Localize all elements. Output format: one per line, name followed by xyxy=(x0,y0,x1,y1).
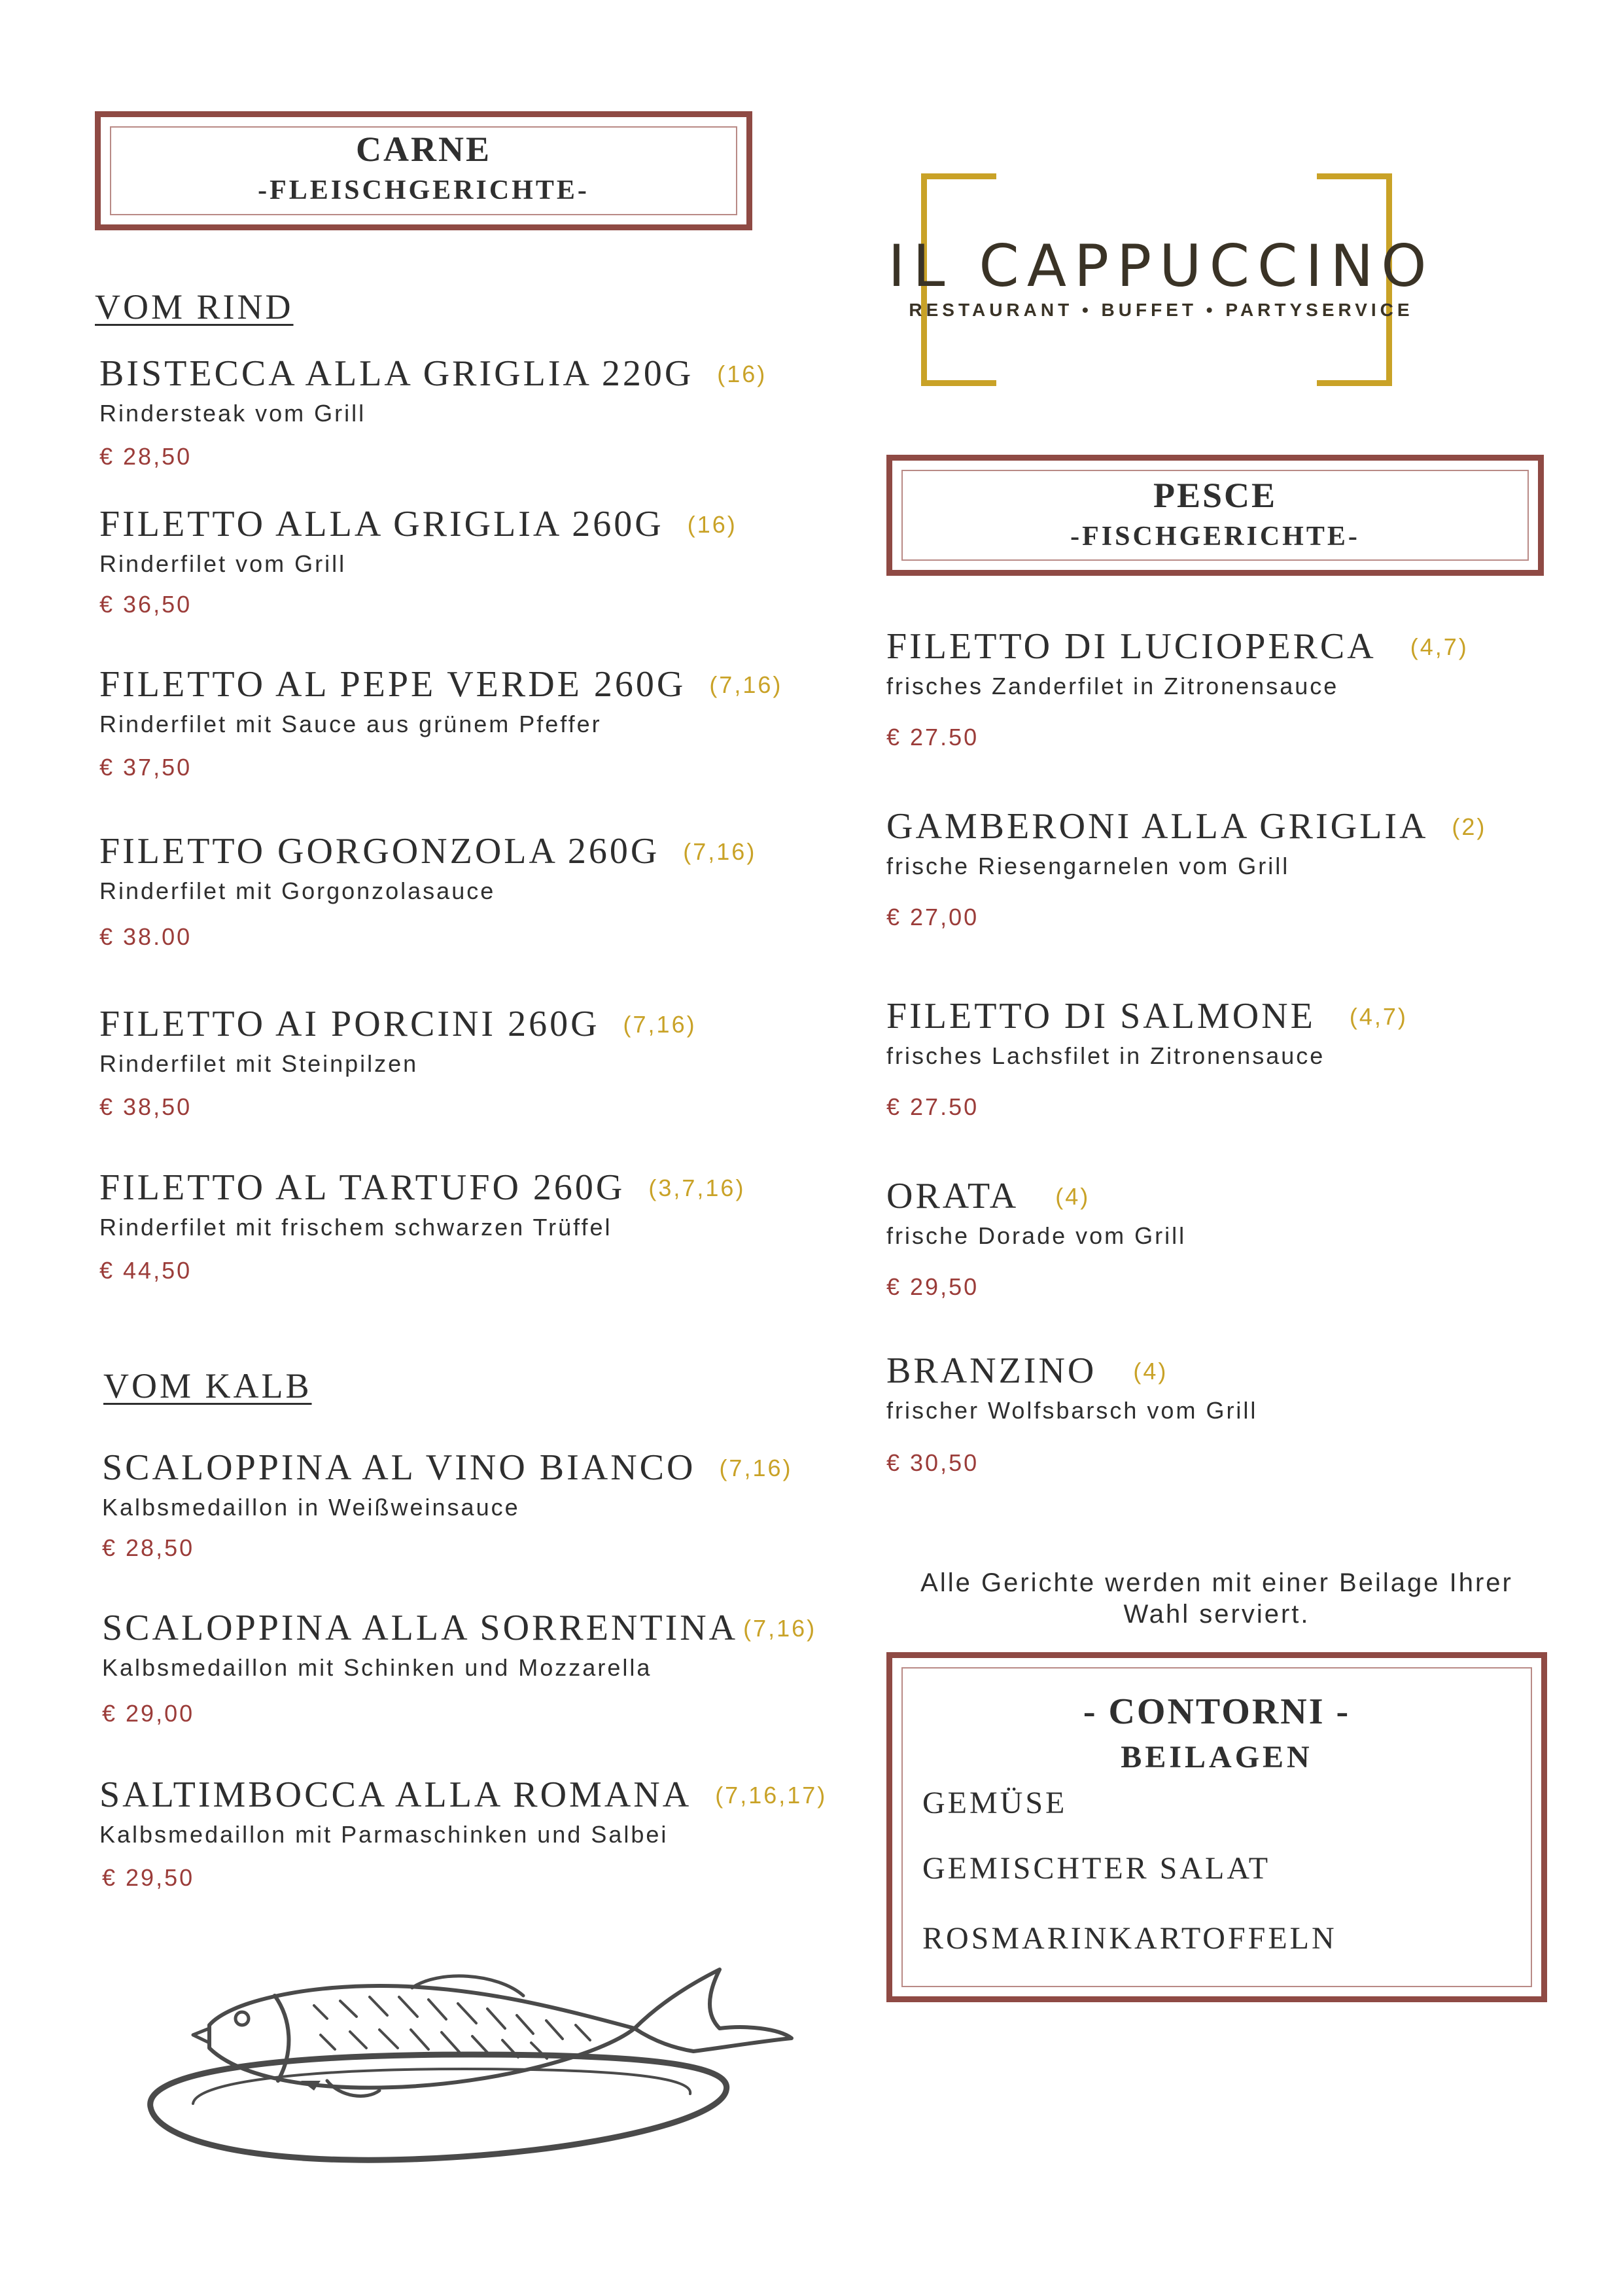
carne-header-box xyxy=(95,111,752,230)
dish-description: frische Riesengarnelen vom Grill xyxy=(886,853,1290,880)
vom-rind-heading: VOM RIND xyxy=(95,287,294,327)
logo-name: IL CAPPUCCINO xyxy=(888,232,1435,300)
dish-price: € 36,50 xyxy=(99,591,192,618)
dish-price: € 37,50 xyxy=(99,754,192,781)
dish-filetto-griglia xyxy=(99,503,852,618)
dish-price: € 29,00 xyxy=(102,1700,195,1727)
dish-name: FILETTO DI LUCIOPERCA xyxy=(886,626,1376,667)
dish-allergens: (4) xyxy=(1133,1358,1168,1385)
dish-name: FILETTO GORGONZOLA 260G xyxy=(99,831,660,872)
dish-scaloppina-vino-bianco xyxy=(102,1446,854,1562)
pesce-title: PESCE xyxy=(1153,476,1278,515)
vom-kalb-heading: VOM KALB xyxy=(103,1366,312,1405)
dish-description: frischer Wolfsbarsch vom Grill xyxy=(886,1397,1258,1424)
dish-allergens: (7,16) xyxy=(719,1455,793,1482)
dish-description: Rinderfilet mit Steinpilzen xyxy=(99,1050,419,1078)
logo-tagline: RESTAURANT • BUFFET • PARTYSERVICE xyxy=(909,300,1414,320)
side-dish-note: Alle Gerichte werden mit einer Beilage Ihrer Wahl serviert. xyxy=(920,1568,1513,1629)
dish-price: € 29,50 xyxy=(886,1273,979,1301)
dish-description: Rinderfilet mit Sauce aus grünem Pfeffer xyxy=(99,711,602,738)
dish-name: FILETTO DI SALMONE xyxy=(886,996,1316,1036)
dish-lucioperca xyxy=(886,625,1623,751)
dish-description: frisches Zanderfilet in Zitronensauce xyxy=(886,673,1339,700)
dish-filetto-pepe-verde xyxy=(99,663,852,781)
dish-allergens: (16) xyxy=(687,511,737,539)
contorni-item: GEMISCHTER SALAT xyxy=(922,1851,1271,1886)
dish-name: SCALOPPINA AL VINO BIANCO xyxy=(102,1447,696,1488)
dish-name: FILETTO AI PORCINI 260G xyxy=(99,1004,600,1044)
dish-name: GAMBERONI ALLA GRIGLIA xyxy=(886,806,1429,847)
contorni-title: - CONTORNI - xyxy=(1083,1691,1351,1732)
dish-name: ORATA xyxy=(886,1176,1019,1216)
dish-price: € 30,50 xyxy=(886,1449,979,1477)
dish-salmone xyxy=(886,995,1623,1121)
dish-gamberoni xyxy=(886,805,1623,931)
dish-allergens: (7,16) xyxy=(623,1011,697,1038)
dish-allergens: (3,7,16) xyxy=(648,1174,746,1202)
carne-title: CARNE xyxy=(355,130,491,169)
dish-allergens: (7,16) xyxy=(709,671,783,699)
dish-description: frisches Lachsfilet in Zitronensauce xyxy=(886,1042,1325,1070)
dish-filetto-tartufo xyxy=(99,1166,852,1284)
dish-description: Rindersteak vom Grill xyxy=(99,400,366,427)
dish-price: € 44,50 xyxy=(99,1257,192,1284)
dish-description: Rinderfilet mit Gorgonzolasauce xyxy=(99,877,496,905)
pesce-header-box xyxy=(886,455,1544,576)
dish-price: € 27,00 xyxy=(886,904,979,931)
dish-allergens: (7,16) xyxy=(683,838,757,866)
dish-allergens: (2) xyxy=(1452,813,1487,841)
dish-branzino xyxy=(886,1349,1623,1477)
dish-name: FILETTO ALLA GRIGLIA 260G xyxy=(99,504,664,544)
dish-name: FILETTO AL TARTUFO 260G xyxy=(99,1167,625,1208)
dish-name: SCALOPPINA ALLA SORRENTINA xyxy=(102,1608,739,1648)
dish-price: € 27.50 xyxy=(886,724,979,751)
dish-price: € 28,50 xyxy=(99,443,192,470)
dish-price: € 38,50 xyxy=(99,1093,192,1121)
pesce-subtitle: -FISCHGERICHTE- xyxy=(1070,521,1360,552)
dish-price: € 29,50 xyxy=(102,1864,195,1892)
carne-subtitle: -FLEISCHGERICHTE- xyxy=(258,175,589,205)
dish-description: Rinderfilet mit frischem schwarzen Trüffel xyxy=(99,1214,612,1241)
dish-allergens: (16) xyxy=(717,361,767,388)
dish-price: € 27.50 xyxy=(886,1093,979,1121)
dish-allergens: (7,16,17) xyxy=(715,1782,828,1809)
dish-filetto-gorgonzola xyxy=(99,830,852,951)
dish-description: Kalbsmedaillon mit Parmaschinken und Salbei xyxy=(99,1821,669,1848)
dish-orata xyxy=(886,1174,1623,1301)
dish-name: BISTECCA ALLA GRIGLIA 220G xyxy=(99,353,694,394)
dish-allergens: (7,16) xyxy=(743,1615,817,1642)
dish-description: Kalbsmedaillon in Weißweinsauce xyxy=(102,1494,520,1521)
dish-description: frische Dorade vom Grill xyxy=(886,1222,1187,1250)
dish-name: SALTIMBOCCA ALLA ROMANA xyxy=(99,1775,692,1815)
dish-allergens: (4,7) xyxy=(1349,1003,1408,1031)
contorni-item: GEMÜSE xyxy=(922,1786,1068,1820)
contorni-item: ROSMARINKARTOFFELN xyxy=(922,1921,1337,1956)
dish-description: Kalbsmedaillon mit Schinken und Mozzarella xyxy=(102,1654,652,1682)
dish-price: € 38.00 xyxy=(99,923,192,951)
dish-bistecca xyxy=(99,352,852,470)
dish-filetto-porcini xyxy=(99,1002,852,1121)
fish-on-plate-icon xyxy=(131,1956,818,2172)
dish-name: FILETTO AL PEPE VERDE 260G xyxy=(99,664,686,705)
dish-price: € 28,50 xyxy=(102,1534,195,1562)
dish-saltimbocca xyxy=(99,1773,852,1892)
contorni-subtitle: BEILAGEN xyxy=(1121,1740,1313,1775)
dish-allergens: (4) xyxy=(1055,1183,1091,1210)
dish-scaloppina-sorrentina xyxy=(102,1606,854,1727)
dish-allergens: (4,7) xyxy=(1410,633,1469,661)
dish-description: Rinderfilet vom Grill xyxy=(99,550,347,578)
dish-name: BRANZINO xyxy=(886,1351,1097,1391)
